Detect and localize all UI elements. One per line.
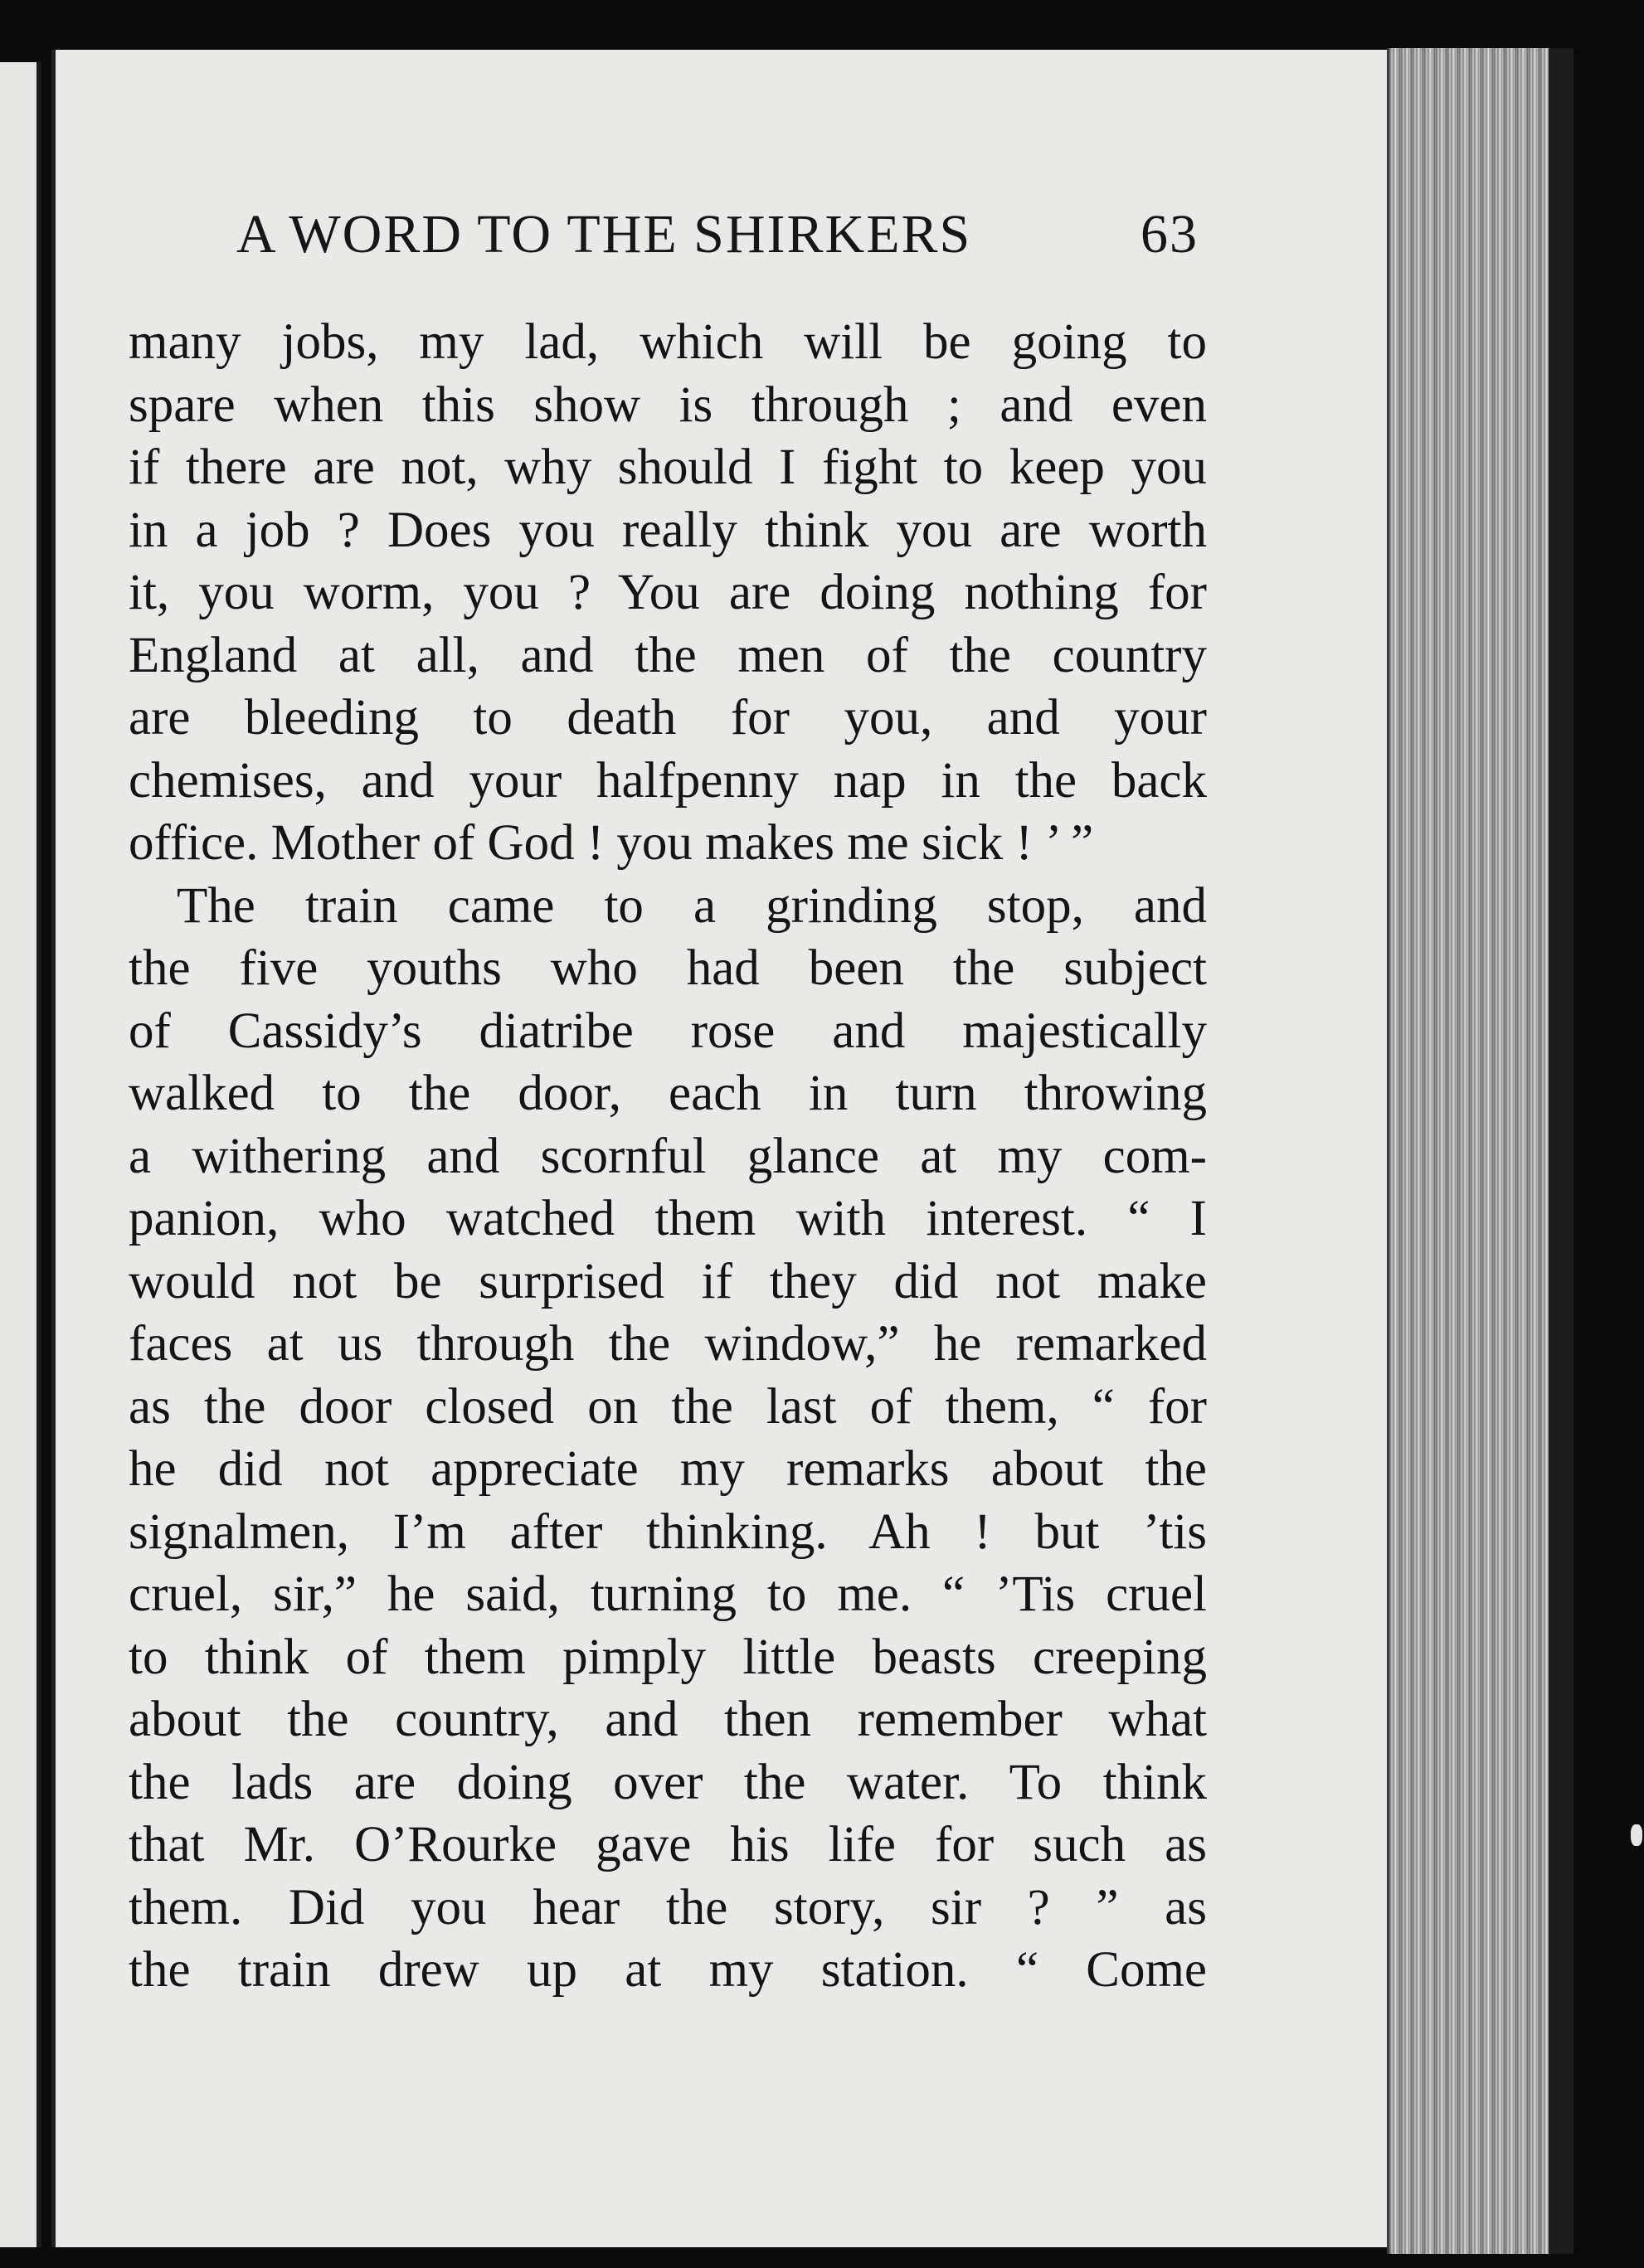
- text-line: that Mr. O’Rourke gave his life for such as: [129, 1817, 1207, 1872]
- text-line: panion, who watched them with interest. “ I: [129, 1191, 1207, 1246]
- page-number: 63: [1141, 204, 1199, 265]
- text-line: the five youths who had been the subject: [129, 940, 1207, 996]
- running-header: [236, 203, 1199, 270]
- text-line: spare when this show is through ; and even: [129, 376, 1207, 433]
- text-line: to think of them pimply little beasts creeping: [129, 1629, 1207, 1685]
- text-line: are bleeding to death for you, and your: [129, 690, 1207, 745]
- text-line: many jobs, my lad, which will be going to: [129, 314, 1207, 370]
- text-line: walked to the door, each in turn throwing: [129, 1066, 1207, 1121]
- text-line: of Cassidy’s diatribe rose and majestically: [129, 1003, 1207, 1059]
- text-line: the train drew up at my station. “ Come: [129, 1942, 1207, 1998]
- text-line: the lads are doing over the water. To think: [129, 1754, 1207, 1810]
- paragraph-start-line: The train came to a grinding stop, and: [177, 877, 1207, 934]
- text-line: a withering and scornful glance at my com-: [129, 1128, 1207, 1184]
- text-line: them. Did you hear the story, sir ? ” as: [129, 1879, 1207, 1935]
- page-edges: [1387, 48, 1573, 2254]
- text-line: office. Mother of God ! you makes me sick ! ’ ”: [129, 815, 1094, 871]
- text-line: cruel, sir,” he said, turning to me. “ ’Tis cruel: [129, 1566, 1207, 1622]
- text-line: England at all, and the men of the country: [129, 627, 1207, 683]
- text-line: if there are not, why should I fight to keep you: [129, 440, 1207, 495]
- scan-speck: [1631, 1824, 1642, 1846]
- body-text: [129, 311, 1207, 2002]
- text-line: about the country, and then remember what: [129, 1692, 1207, 1747]
- running-title: A WORD TO THE SHIRKERS: [236, 204, 972, 265]
- text-line: it, you worm, you ? You are doing nothing for: [129, 565, 1207, 620]
- text-line: faces at us through the window,” he remarked: [129, 1316, 1207, 1372]
- text-line: as the door closed on the last of them, “ for: [129, 1378, 1207, 1435]
- facing-page-edge: [0, 62, 41, 2247]
- text-line: he did not appreciate my remarks about the: [129, 1441, 1207, 1497]
- text-line: signalmen, I’m after thinking. Ah ! but ’tis: [129, 1503, 1207, 1560]
- text-line: would not be surprised if they did not make: [129, 1253, 1207, 1309]
- text-line: chemises, and your halfpenny nap in the back: [129, 752, 1207, 809]
- text-line: in a job ? Does you really think you are worth: [129, 502, 1207, 558]
